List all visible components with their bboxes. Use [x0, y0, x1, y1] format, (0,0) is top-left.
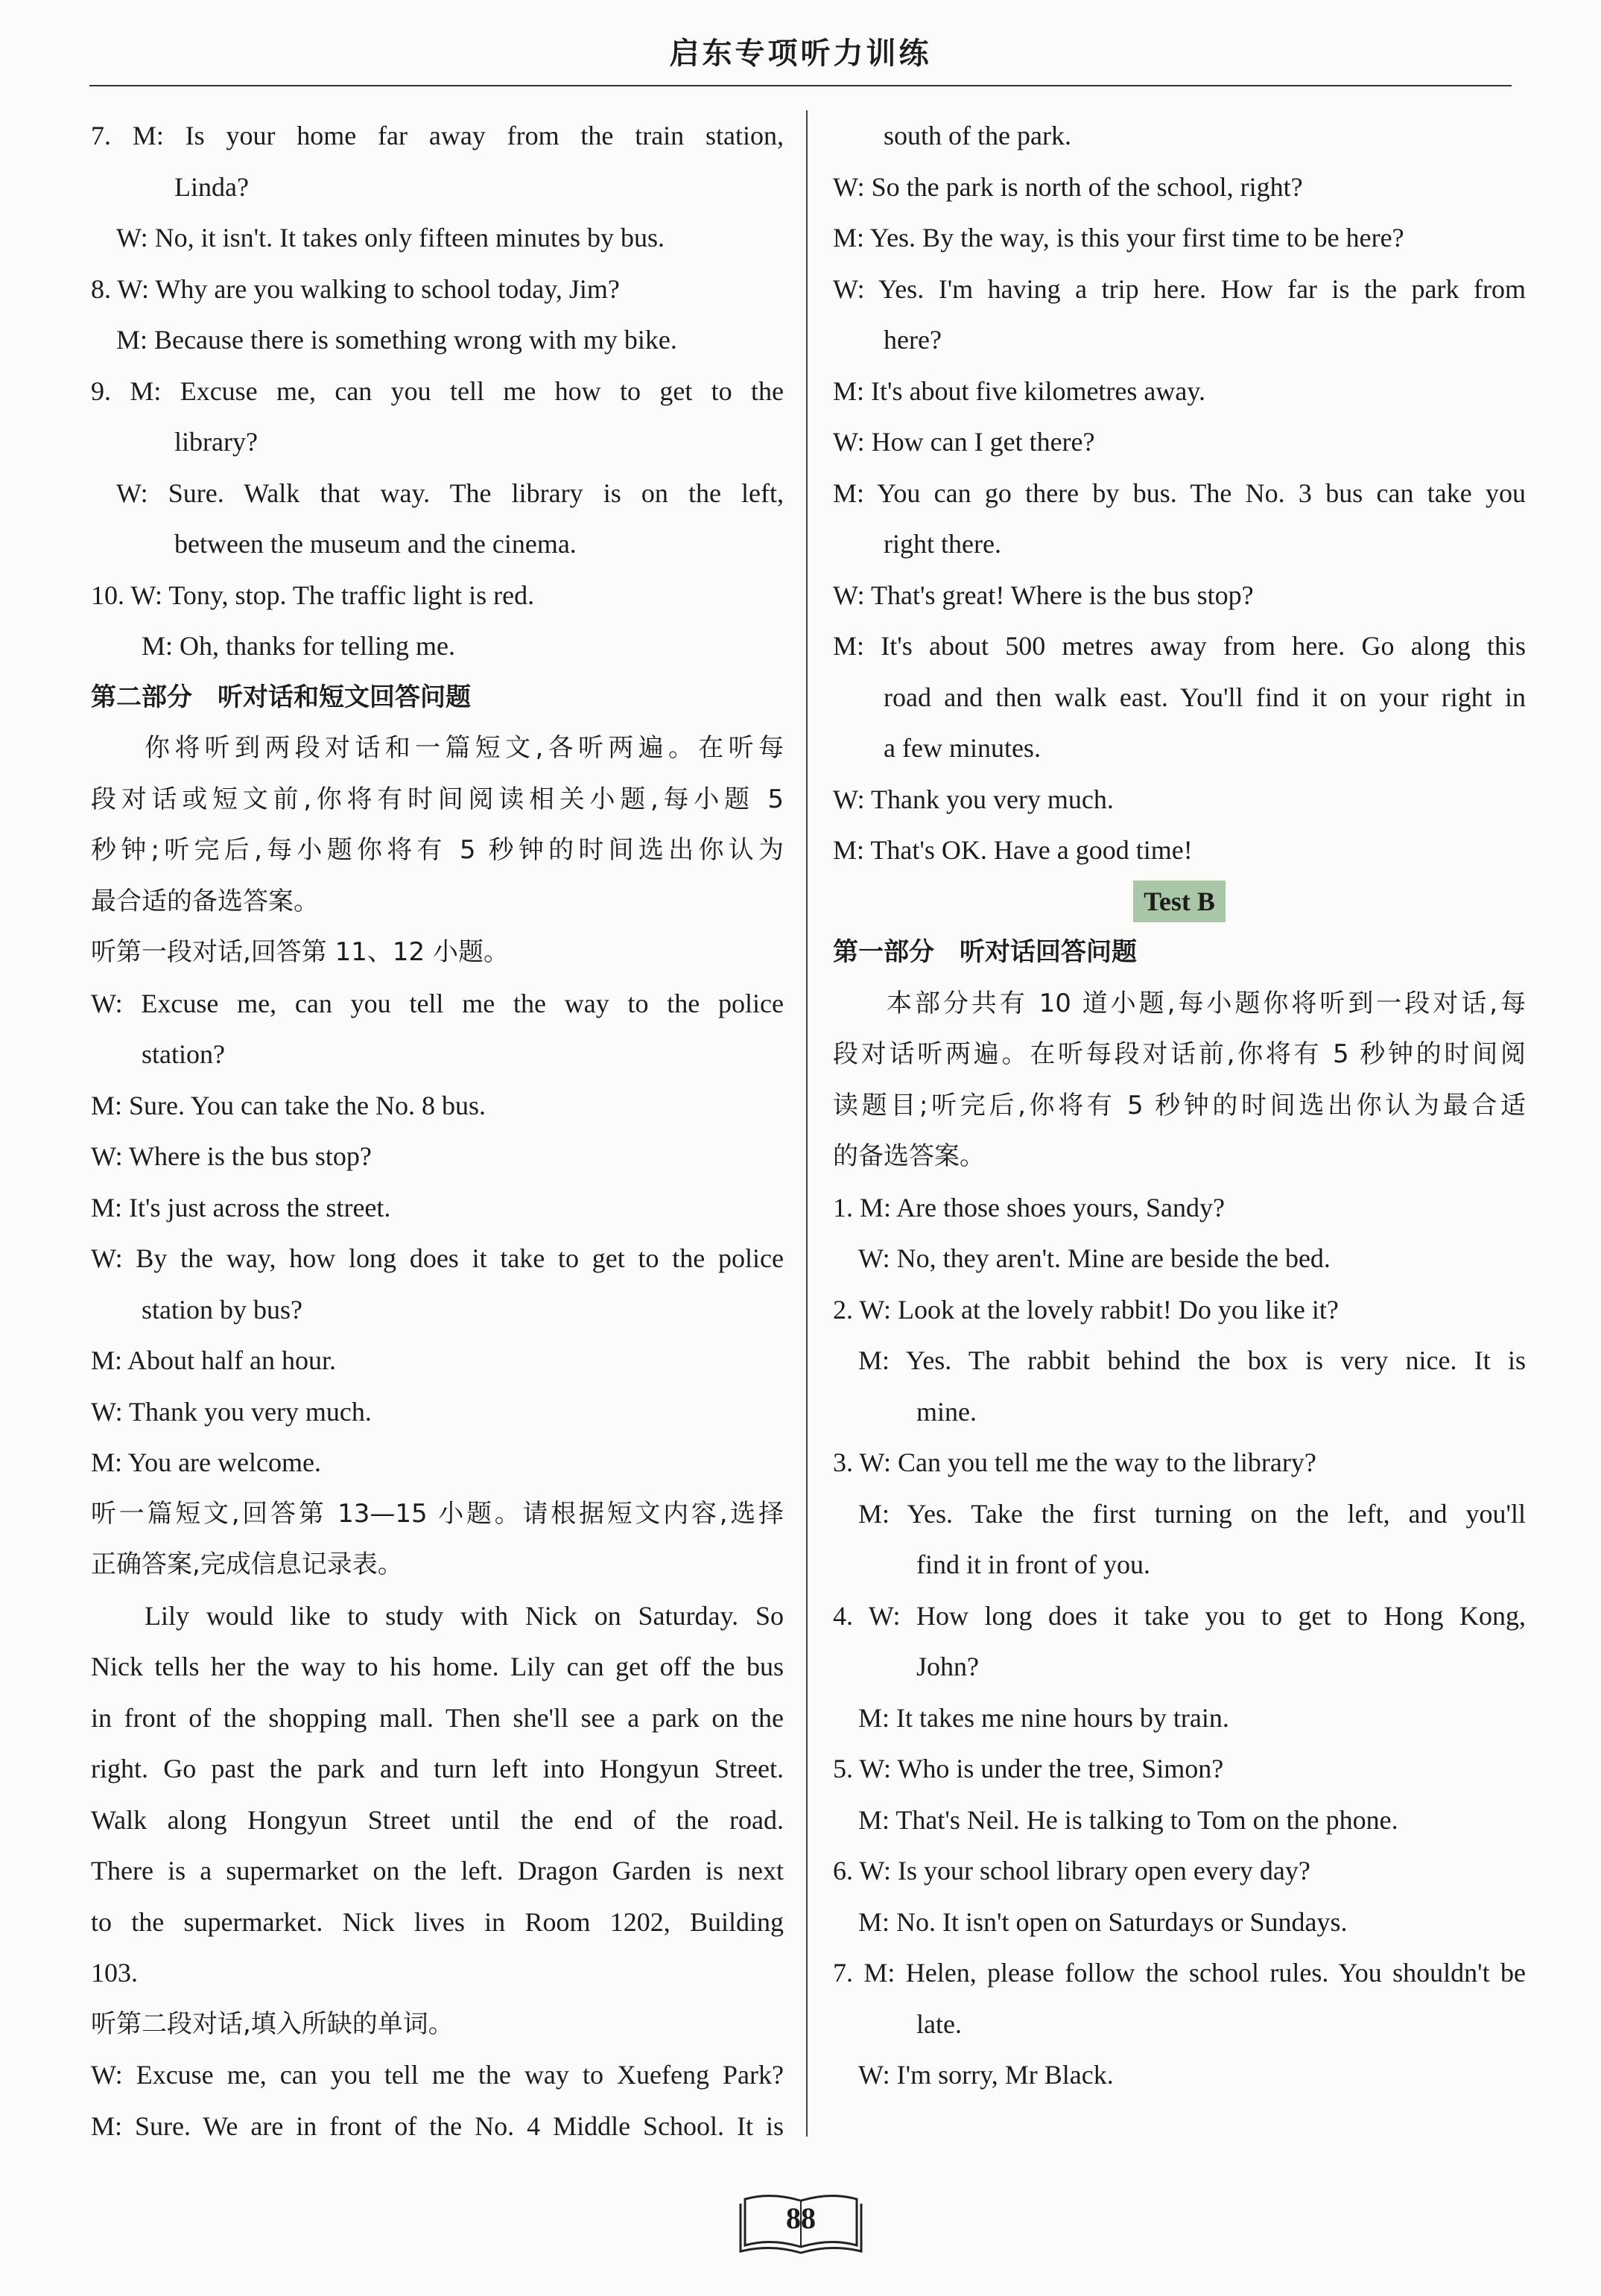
text-line: W: By the way, how long does it take to get to the police: [91, 1243, 784, 1273]
test-b-label: Test B: [1133, 881, 1226, 922]
left-column: [91, 110, 784, 2151]
instruction-line: 段对话或短文前,你将有时间阅读相关小题,每小题 5: [91, 784, 784, 814]
text-line: W: Where is the bus stop?: [91, 1141, 372, 1171]
instruction-line: 的备选答案。: [833, 1141, 985, 1171]
text-line: W: Excuse me, can you tell me the way to the police: [91, 988, 784, 1018]
instruction-line: 听第一段对话,回答第 11、12 小题。: [91, 937, 509, 967]
text-line: to the supermarket. Nick lives in Room 1202, Building: [91, 1906, 784, 1937]
test-section-heading: [833, 876, 1526, 927]
text-line: M: It's about five kilometres away.: [833, 375, 1206, 406]
text-line: M: It's about 500 metres away from here. Go along this: [833, 631, 1526, 661]
text-line: W: Thank you very much.: [91, 1396, 372, 1427]
text-line: W: That's great! Where is the bus stop?: [833, 580, 1254, 610]
text-line: 9. M: Excuse me, can you tell me how to get to the: [91, 375, 784, 406]
text-line: right there.: [884, 529, 1001, 559]
text-line: M: You can go there by bus. The No. 3 bus can take you: [833, 478, 1526, 508]
text-line: between the museum and the cinema.: [174, 529, 577, 559]
text-line: 8. W: Why are you walking to school today, Jim?: [91, 273, 620, 304]
instruction-line: 你将听到两段对话和一篇短文,各听两遍。在听每: [145, 733, 784, 763]
text-line: a few minutes.: [884, 733, 1041, 763]
text-line: Lily would like to study with Nick on Saturday. So: [145, 1600, 784, 1631]
text-line: Linda?: [174, 171, 249, 202]
text-line: here?: [884, 325, 942, 355]
text-line: M: That's Neil. He is talking to Tom on the phone.: [858, 1804, 1398, 1835]
text-line: W: Thank you very much.: [833, 784, 1114, 814]
text-line: W: So the park is north of the school, right?: [833, 171, 1303, 202]
page-number-badge: [738, 2190, 864, 2257]
text-line: M: You are welcome.: [91, 1447, 321, 1477]
instruction-line: 段对话听两遍。在听每段对话前,你将有 5 秒钟的时间阅: [833, 1039, 1526, 1069]
section-heading: 第二部分 听对话和短文回答问题: [91, 682, 471, 712]
text-line: 7. M: Helen, please follow the school rules. You shouldn't be: [833, 1958, 1526, 1988]
text-line: station by bus?: [142, 1294, 302, 1325]
text-line: Nick tells her the way to his home. Lily can get off the bus: [91, 1652, 784, 1681]
instruction-line: 秒钟;听完后,每小题你将有 5 秒钟的时间选出你认为: [91, 835, 784, 865]
text-line: M: No. It isn't open on Saturdays or Sundays.: [858, 1906, 1348, 1937]
instruction-line: 正确答案,完成信息记录表。: [91, 1550, 403, 1579]
text-line: M: It takes me nine hours by train.: [858, 1702, 1229, 1733]
text-line: M: Yes. The rabbit behind the box is very nice. It is: [858, 1345, 1526, 1375]
text-line: M: Oh, thanks for telling me.: [142, 631, 455, 661]
text-line: road and then walk east. You'll find it on your right in: [884, 682, 1526, 712]
text-line: M: Sure. We are in front of the No. 4 Middle School. It is: [91, 2111, 784, 2141]
text-line: W: No, they aren't. Mine are beside the bed.: [858, 1243, 1331, 1273]
text-line: M: About half an hour.: [91, 1345, 336, 1375]
text-line: W: I'm sorry, Mr Black.: [858, 2060, 1114, 2090]
text-line: M: It's just across the street.: [91, 1192, 391, 1222]
text-line: John?: [916, 1652, 979, 1681]
text-line: 2. W: Look at the lovely rabbit! Do you like it?: [833, 1294, 1339, 1325]
instruction-line: 听第二段对话,填入所缺的单词。: [91, 2008, 454, 2039]
instruction-line: 最合适的备选答案。: [91, 886, 319, 916]
text-line: find it in front of you.: [916, 1550, 1150, 1579]
text-line: 7. M: Is your home far away from the train station,: [91, 121, 784, 150]
text-line: Walk along Hongyun Street until the end of the road.: [91, 1804, 784, 1835]
text-line: There is a supermarket on the left. Dragon Garden is next: [91, 1856, 784, 1886]
column-divider: [806, 110, 808, 2137]
page-number: 88: [786, 2201, 816, 2235]
text-line: station?: [142, 1039, 225, 1069]
right-column: [833, 110, 1526, 2101]
text-line: W: Yes. I'm having a trip here. How far is the park from: [833, 273, 1526, 304]
instruction-line: 读题目;听完后,你将有 5 秒钟的时间选出你认为最合适: [833, 1090, 1526, 1120]
text-line: 3. W: Can you tell me the way to the library?: [833, 1447, 1316, 1477]
text-line: M: Because there is something wrong with my bike.: [116, 325, 677, 355]
text-line: 103.: [91, 1958, 138, 1988]
instruction-line: 本部分共有 10 道小题,每小题你将听到一段对话,每: [887, 988, 1526, 1018]
header-rule: [89, 85, 1512, 86]
text-line: in front of the shopping mall. Then she'll see a park on the: [91, 1702, 784, 1733]
instruction-line: 听一篇短文,回答第 13—15 小题。请根据短文内容,选择: [91, 1498, 784, 1529]
section-heading: 第一部分 听对话回答问题: [833, 937, 1137, 967]
page-header-title: 启东专项听力训练: [669, 37, 932, 71]
text-line: M: Sure. You can take the No. 8 bus.: [91, 1090, 486, 1120]
text-line: 6. W: Is your school library open every day?: [833, 1856, 1310, 1886]
text-line: M: Yes. Take the first turning on the left, and you'll: [858, 1498, 1526, 1529]
text-line: 1. M: Are those shoes yours, Sandy?: [833, 1192, 1225, 1222]
text-line: W: Excuse me, can you tell me the way to Xuefeng Park?: [91, 2060, 784, 2090]
text-line: late.: [916, 2008, 962, 2039]
text-line: mine.: [916, 1396, 977, 1427]
text-line: W: No, it isn't. It takes only fifteen minutes by bus.: [116, 223, 665, 253]
text-line: W: How can I get there?: [833, 427, 1095, 457]
text-line: 10. W: Tony, stop. The traffic light is red.: [91, 580, 535, 610]
text-line: 5. W: Who is under the tree, Simon?: [833, 1754, 1224, 1783]
text-line: M: That's OK. Have a good time!: [833, 835, 1193, 865]
text-line: 4. W: How long does it take you to get to Hong Kong,: [833, 1600, 1526, 1631]
text-line: south of the park.: [884, 121, 1071, 150]
text-line: W: Sure. Walk that way. The library is on the left,: [116, 478, 784, 508]
text-line: M: Yes. By the way, is this your first time to be here?: [833, 223, 1404, 253]
text-line: right. Go past the park and turn left into Hongyun Street.: [91, 1754, 784, 1783]
text-line: library?: [174, 427, 258, 457]
